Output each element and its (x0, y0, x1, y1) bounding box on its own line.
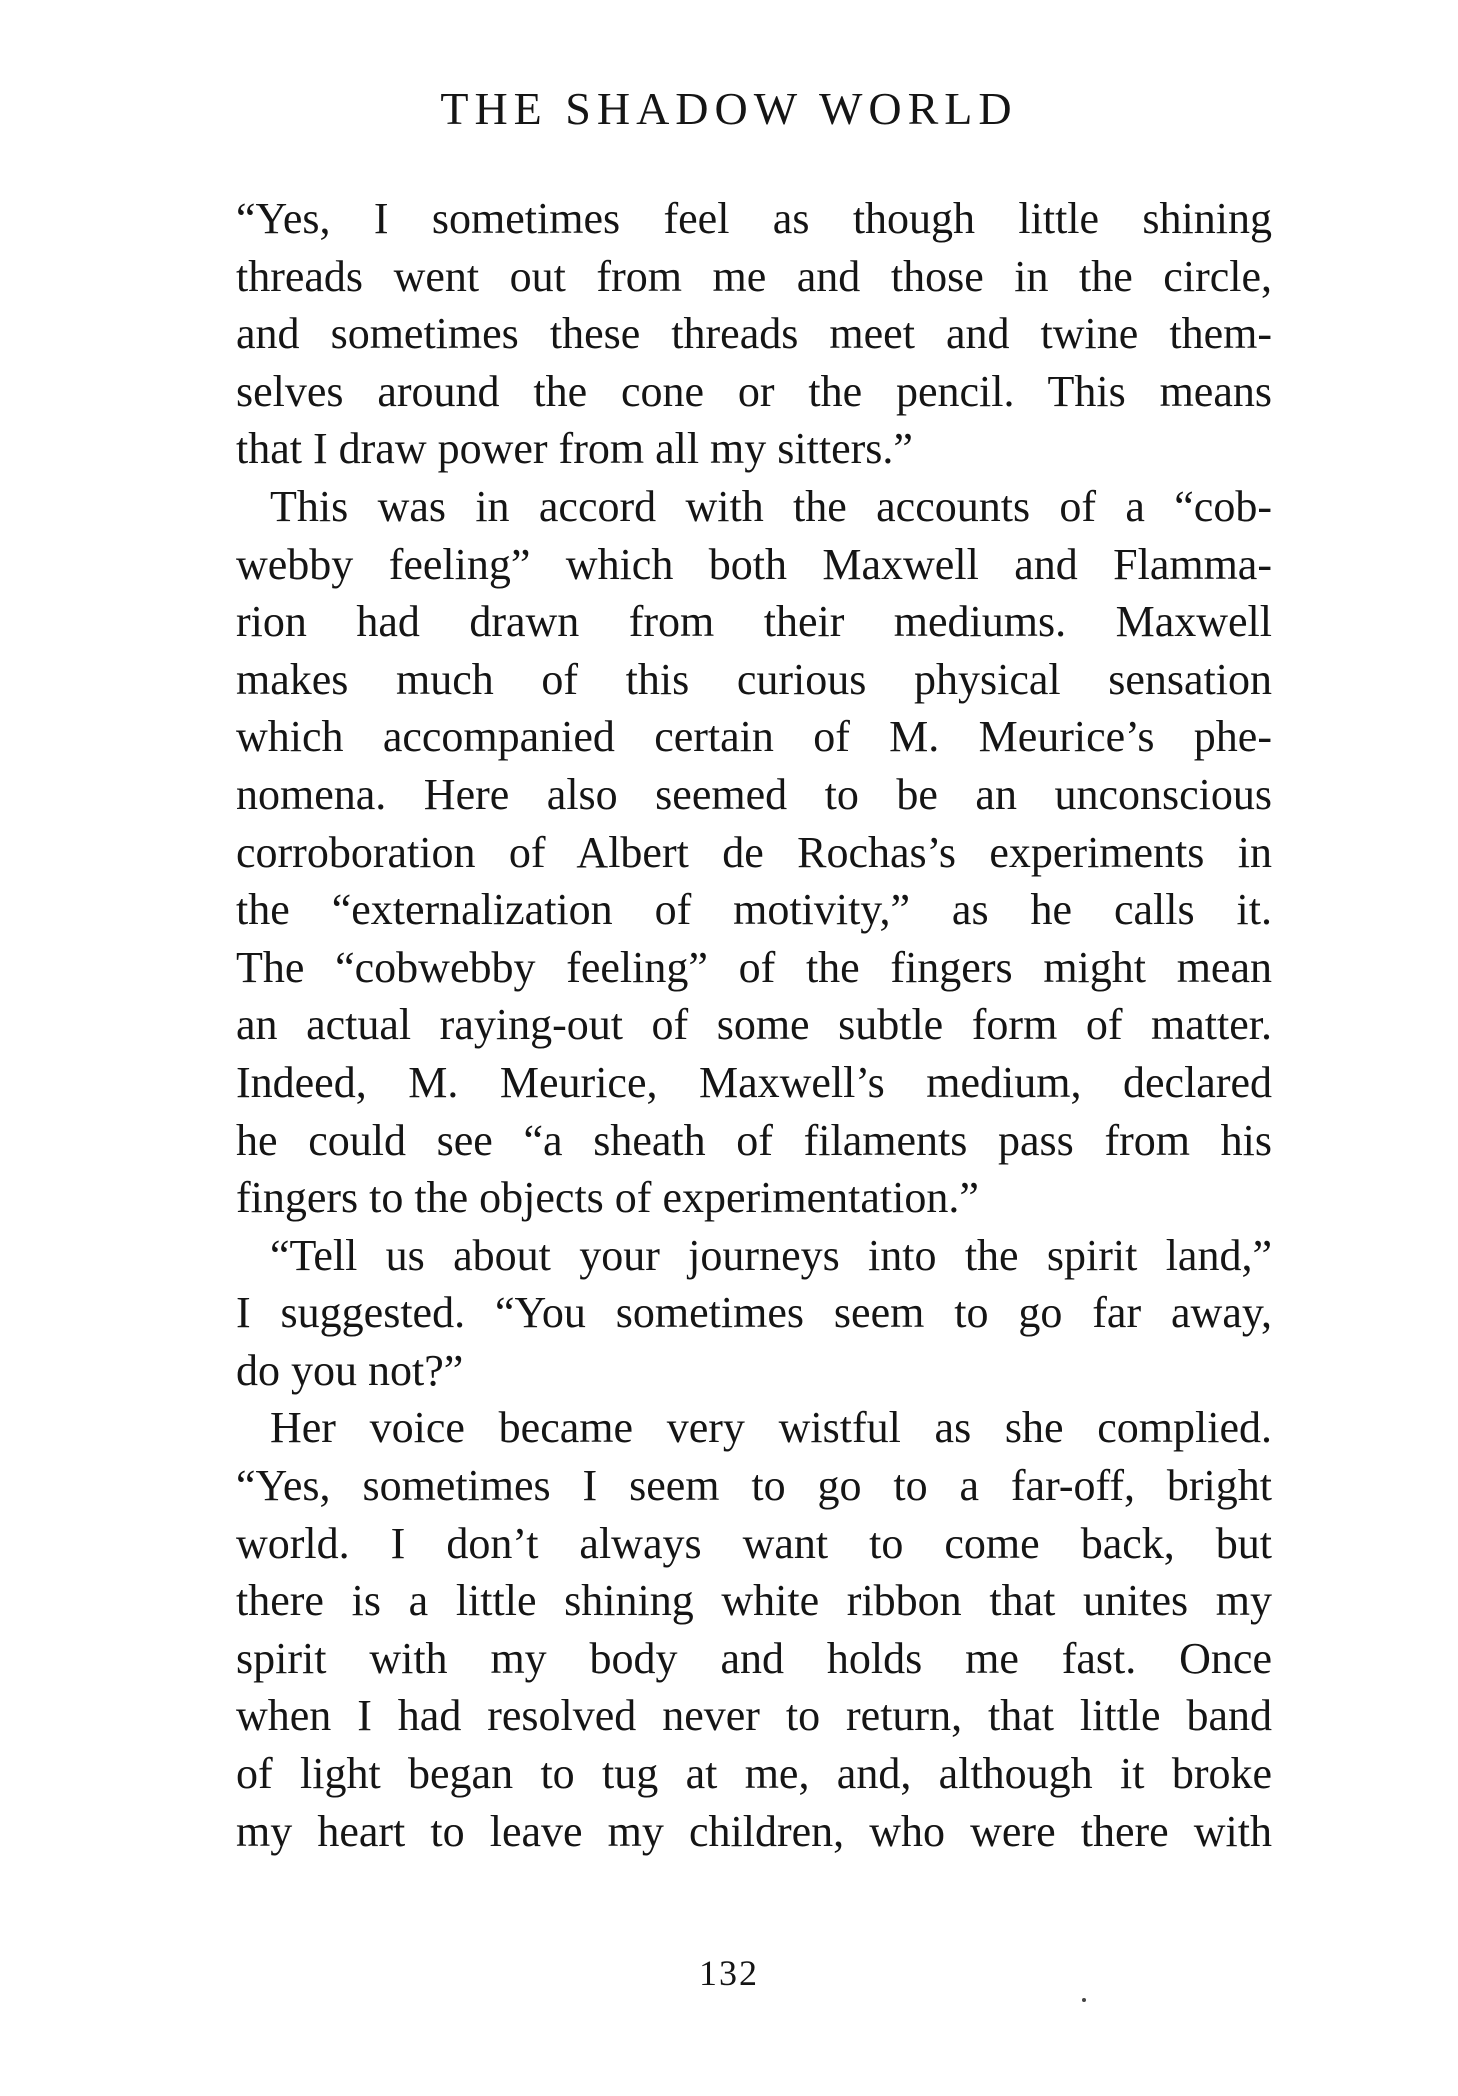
text-line: I suggested. “You sometimes seem to go far away, (236, 1288, 1272, 1338)
print-speck (1082, 1998, 1086, 2002)
text-line: when I had resolved never to return, that little band (236, 1691, 1272, 1741)
text-line: the “externalization of motivity,” as he calls it. (236, 885, 1272, 935)
text-line: do you not?” (236, 1345, 464, 1395)
text-line: The “cobwebby feeling” of the fingers might mean (236, 942, 1272, 992)
text-line: selves around the cone or the pencil. This means (236, 366, 1272, 416)
text-line: there is a little shining white ribbon that unites my (236, 1576, 1272, 1626)
text-line: This was in accord with the accounts of a “cob- (270, 481, 1272, 531)
running-title: THE SHADOW WORLD (440, 83, 1018, 134)
text-line: Her voice became very wistful as she complied. (270, 1403, 1272, 1453)
text-line: Indeed, M. Meurice, Maxwell’s medium, declared (236, 1057, 1272, 1107)
text-line: webby feeling” which both Maxwell and Flamma- (236, 539, 1272, 589)
body-text (236, 190, 1272, 1860)
text-line: he could see “a sheath of filaments pass from his (236, 1115, 1272, 1165)
text-line: spirit with my body and holds me fast. Once (236, 1633, 1272, 1683)
text-line: threads went out from me and those in the circle, (236, 251, 1272, 301)
text-line: “Yes, I sometimes feel as though little shining (236, 194, 1272, 243)
text-line: my heart to leave my children, who were there with (236, 1806, 1272, 1856)
text-line: that I draw power from all my sitters.” (236, 424, 913, 474)
text-line: world. I don’t always want to come back, but (236, 1518, 1272, 1568)
text-line: corroboration of Albert de Rochas’s experiments in (236, 827, 1272, 877)
text-line: nomena. Here also seemed to be an unconscious (236, 769, 1272, 819)
text-line: which accompanied certain of M. Meurice’s phe- (236, 712, 1272, 762)
text-line: rion had drawn from their mediums. Maxwell (236, 597, 1272, 647)
text-line: and sometimes these threads meet and twine them- (236, 309, 1272, 359)
text-line: “Yes, sometimes I seem to go to a far-off, bright (236, 1461, 1272, 1511)
text-line: of light began to tug at me, and, although it broke (236, 1749, 1272, 1799)
text-line: an actual raying-out of some subtle form of matter. (236, 1000, 1272, 1050)
text-line: “Tell us about your journeys into the spirit land,” (270, 1230, 1272, 1280)
text-line: fingers to the objects of experimentation.” (236, 1173, 979, 1223)
text-line: makes much of this curious physical sensation (236, 654, 1272, 704)
page-number: 132 (699, 1953, 759, 1993)
